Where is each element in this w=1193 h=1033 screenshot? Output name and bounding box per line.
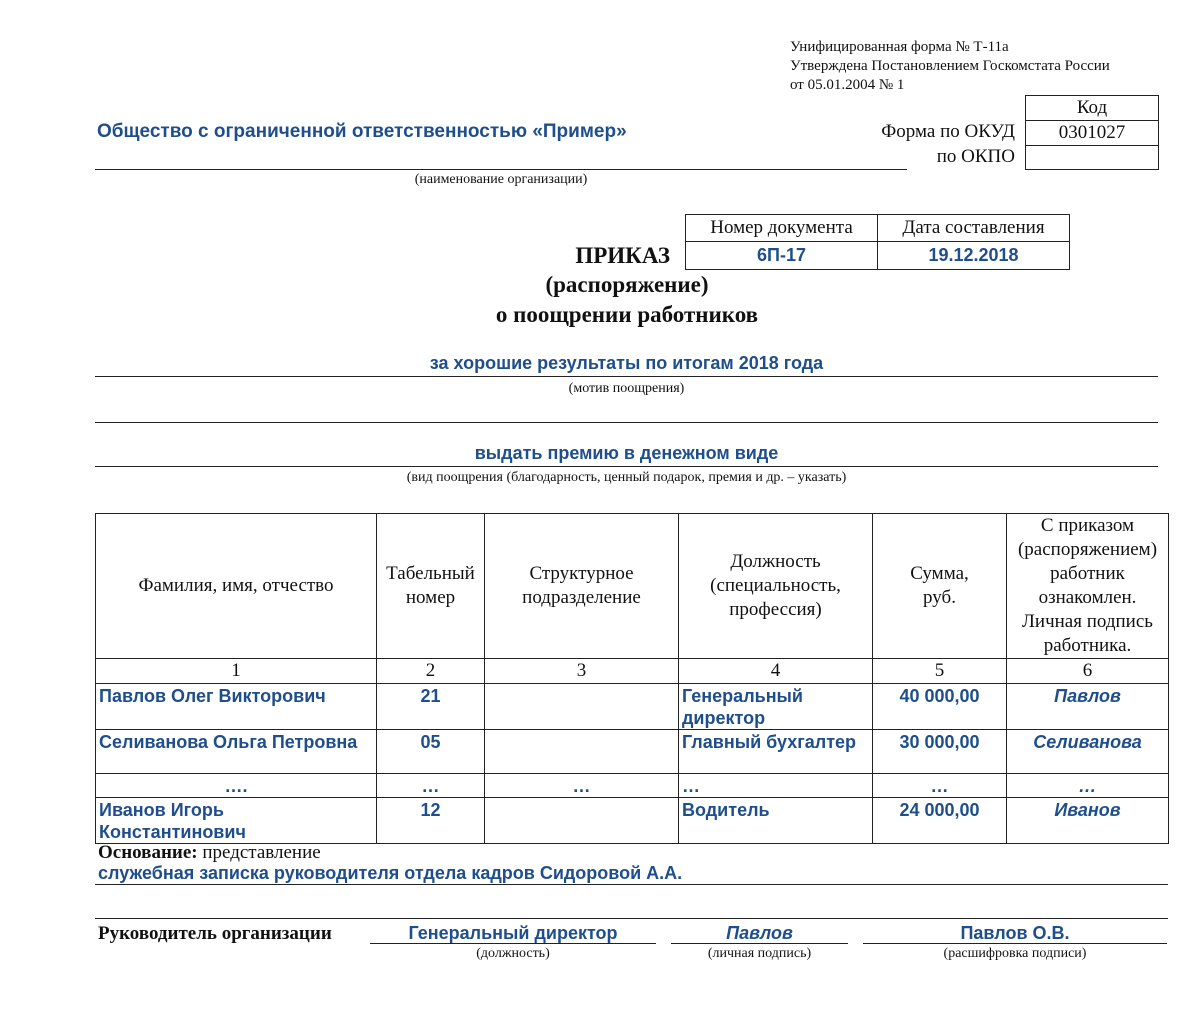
- doc-date: 19.12.2018: [928, 245, 1019, 265]
- header-sum: Сумма, руб.: [873, 514, 1007, 659]
- tab-number: …: [377, 774, 485, 798]
- motive-underline: [95, 376, 1158, 377]
- tab-number: 05: [377, 730, 485, 774]
- basis-label: Основание:: [98, 842, 198, 863]
- signoff-position-caption: (должность): [476, 946, 550, 961]
- signoff-signature: Павлов: [726, 923, 793, 943]
- motive-value: за хорошие результаты по итогам 2018 года: [429, 353, 824, 373]
- motive-extra-line: [95, 422, 1158, 423]
- title-line1: ПРИКАЗ: [575, 243, 670, 268]
- sum: …: [873, 774, 1007, 798]
- column-number: 4: [679, 659, 873, 684]
- signoff-name-line: [863, 943, 1167, 944]
- signature: Павлов: [1007, 684, 1169, 730]
- organization-underline: [95, 169, 907, 170]
- column-number: 3: [485, 659, 679, 684]
- basis-line: [98, 842, 321, 864]
- department: [485, 730, 679, 774]
- table-row: [96, 798, 1169, 844]
- table-row: [96, 684, 1169, 730]
- employees-table: [95, 513, 1169, 844]
- column-number: 2: [377, 659, 485, 684]
- okpo-label: по ОКПО: [936, 146, 1015, 167]
- organization-caption: (наименование организации): [414, 172, 588, 187]
- signoff-position: Генеральный директор: [408, 923, 618, 943]
- position: Генеральный директор: [679, 684, 873, 730]
- employee-name: ….: [96, 774, 377, 798]
- column-numbers-row: [96, 659, 1169, 684]
- employee-name: Павлов Олег Викторович: [96, 684, 377, 730]
- signoff-position-line: [370, 943, 656, 944]
- header-department: Структурное подразделение: [485, 514, 679, 659]
- signature: Селиванова: [1007, 730, 1169, 774]
- department: …: [485, 774, 679, 798]
- department: [485, 684, 679, 730]
- position: Водитель: [679, 798, 873, 844]
- signoff-signature-line: [671, 943, 848, 944]
- okpo-value: [1025, 145, 1159, 170]
- header-position: Должность (специальность, профессия): [679, 514, 873, 659]
- signoff-label: Руководитель организации: [98, 923, 332, 944]
- tab-number: 21: [377, 684, 485, 730]
- form-header-line2: Утверждена Постановлением Госкомстата России: [790, 58, 1110, 74]
- code-header: Код: [1076, 97, 1108, 118]
- sum: 24 000,00: [873, 798, 1007, 844]
- form-header-line1: Унифицированная форма № Т-11а: [790, 39, 1009, 55]
- title-line3: о поощрении работников: [495, 302, 759, 327]
- department: [485, 798, 679, 844]
- position: Главный бухгалтер: [679, 730, 873, 774]
- position: …: [679, 774, 873, 798]
- doc-number-label: Номер документа: [710, 217, 853, 238]
- column-number: 6: [1007, 659, 1169, 684]
- organization-name: Общество с ограниченной ответственностью «Пример»: [97, 121, 627, 142]
- employee-name: Иванов Игорь Константинович: [96, 798, 377, 844]
- doc-number: 6П-17: [757, 245, 806, 265]
- signoff-name-caption: (расшифровка подписи): [943, 946, 1087, 961]
- signature: Иванов: [1007, 798, 1169, 844]
- okud-value: 0301027: [1058, 122, 1126, 143]
- signoff-top-line: [95, 918, 1168, 919]
- motive-caption: (мотив поощрения): [568, 381, 685, 396]
- tab-number: 12: [377, 798, 485, 844]
- okud-label: Форма по ОКУД: [881, 121, 1015, 142]
- basis-value: служебная записка руководителя отдела кадров Сидоровой А.А.: [98, 863, 683, 883]
- signoff-signature-caption: (личная подпись): [707, 946, 812, 961]
- employee-name: Селиванова Ольга Петровна: [96, 730, 377, 774]
- form-header-line3: от 05.01.2004 № 1: [790, 77, 905, 93]
- table-row: [96, 730, 1169, 774]
- header-signature: С приказом (распоряжением) работник ознакомлен. Личная подпись работника.: [1007, 514, 1169, 659]
- column-number: 1: [96, 659, 377, 684]
- signoff-name: Павлов О.В.: [960, 923, 1070, 943]
- reward-type-underline: [95, 466, 1158, 467]
- table-row: [96, 774, 1169, 798]
- reward-type-value: выдать премию в денежном виде: [474, 443, 779, 463]
- title-line2: (распоряжение): [545, 272, 709, 297]
- basis-underline: [95, 884, 1168, 885]
- sum: 30 000,00: [873, 730, 1007, 774]
- header-name: Фамилия, имя, отчество: [96, 514, 377, 659]
- reward-type-caption: (вид поощрения (благодарность, ценный подарок, премия и др. – указать): [406, 470, 847, 485]
- header-tab-number: Табельный номер: [377, 514, 485, 659]
- column-number: 5: [873, 659, 1007, 684]
- doc-date-label: Дата составления: [902, 217, 1045, 238]
- signature: …: [1007, 774, 1169, 798]
- sum: 40 000,00: [873, 684, 1007, 730]
- form-header: [790, 38, 1110, 95]
- basis-text: представление: [202, 842, 321, 863]
